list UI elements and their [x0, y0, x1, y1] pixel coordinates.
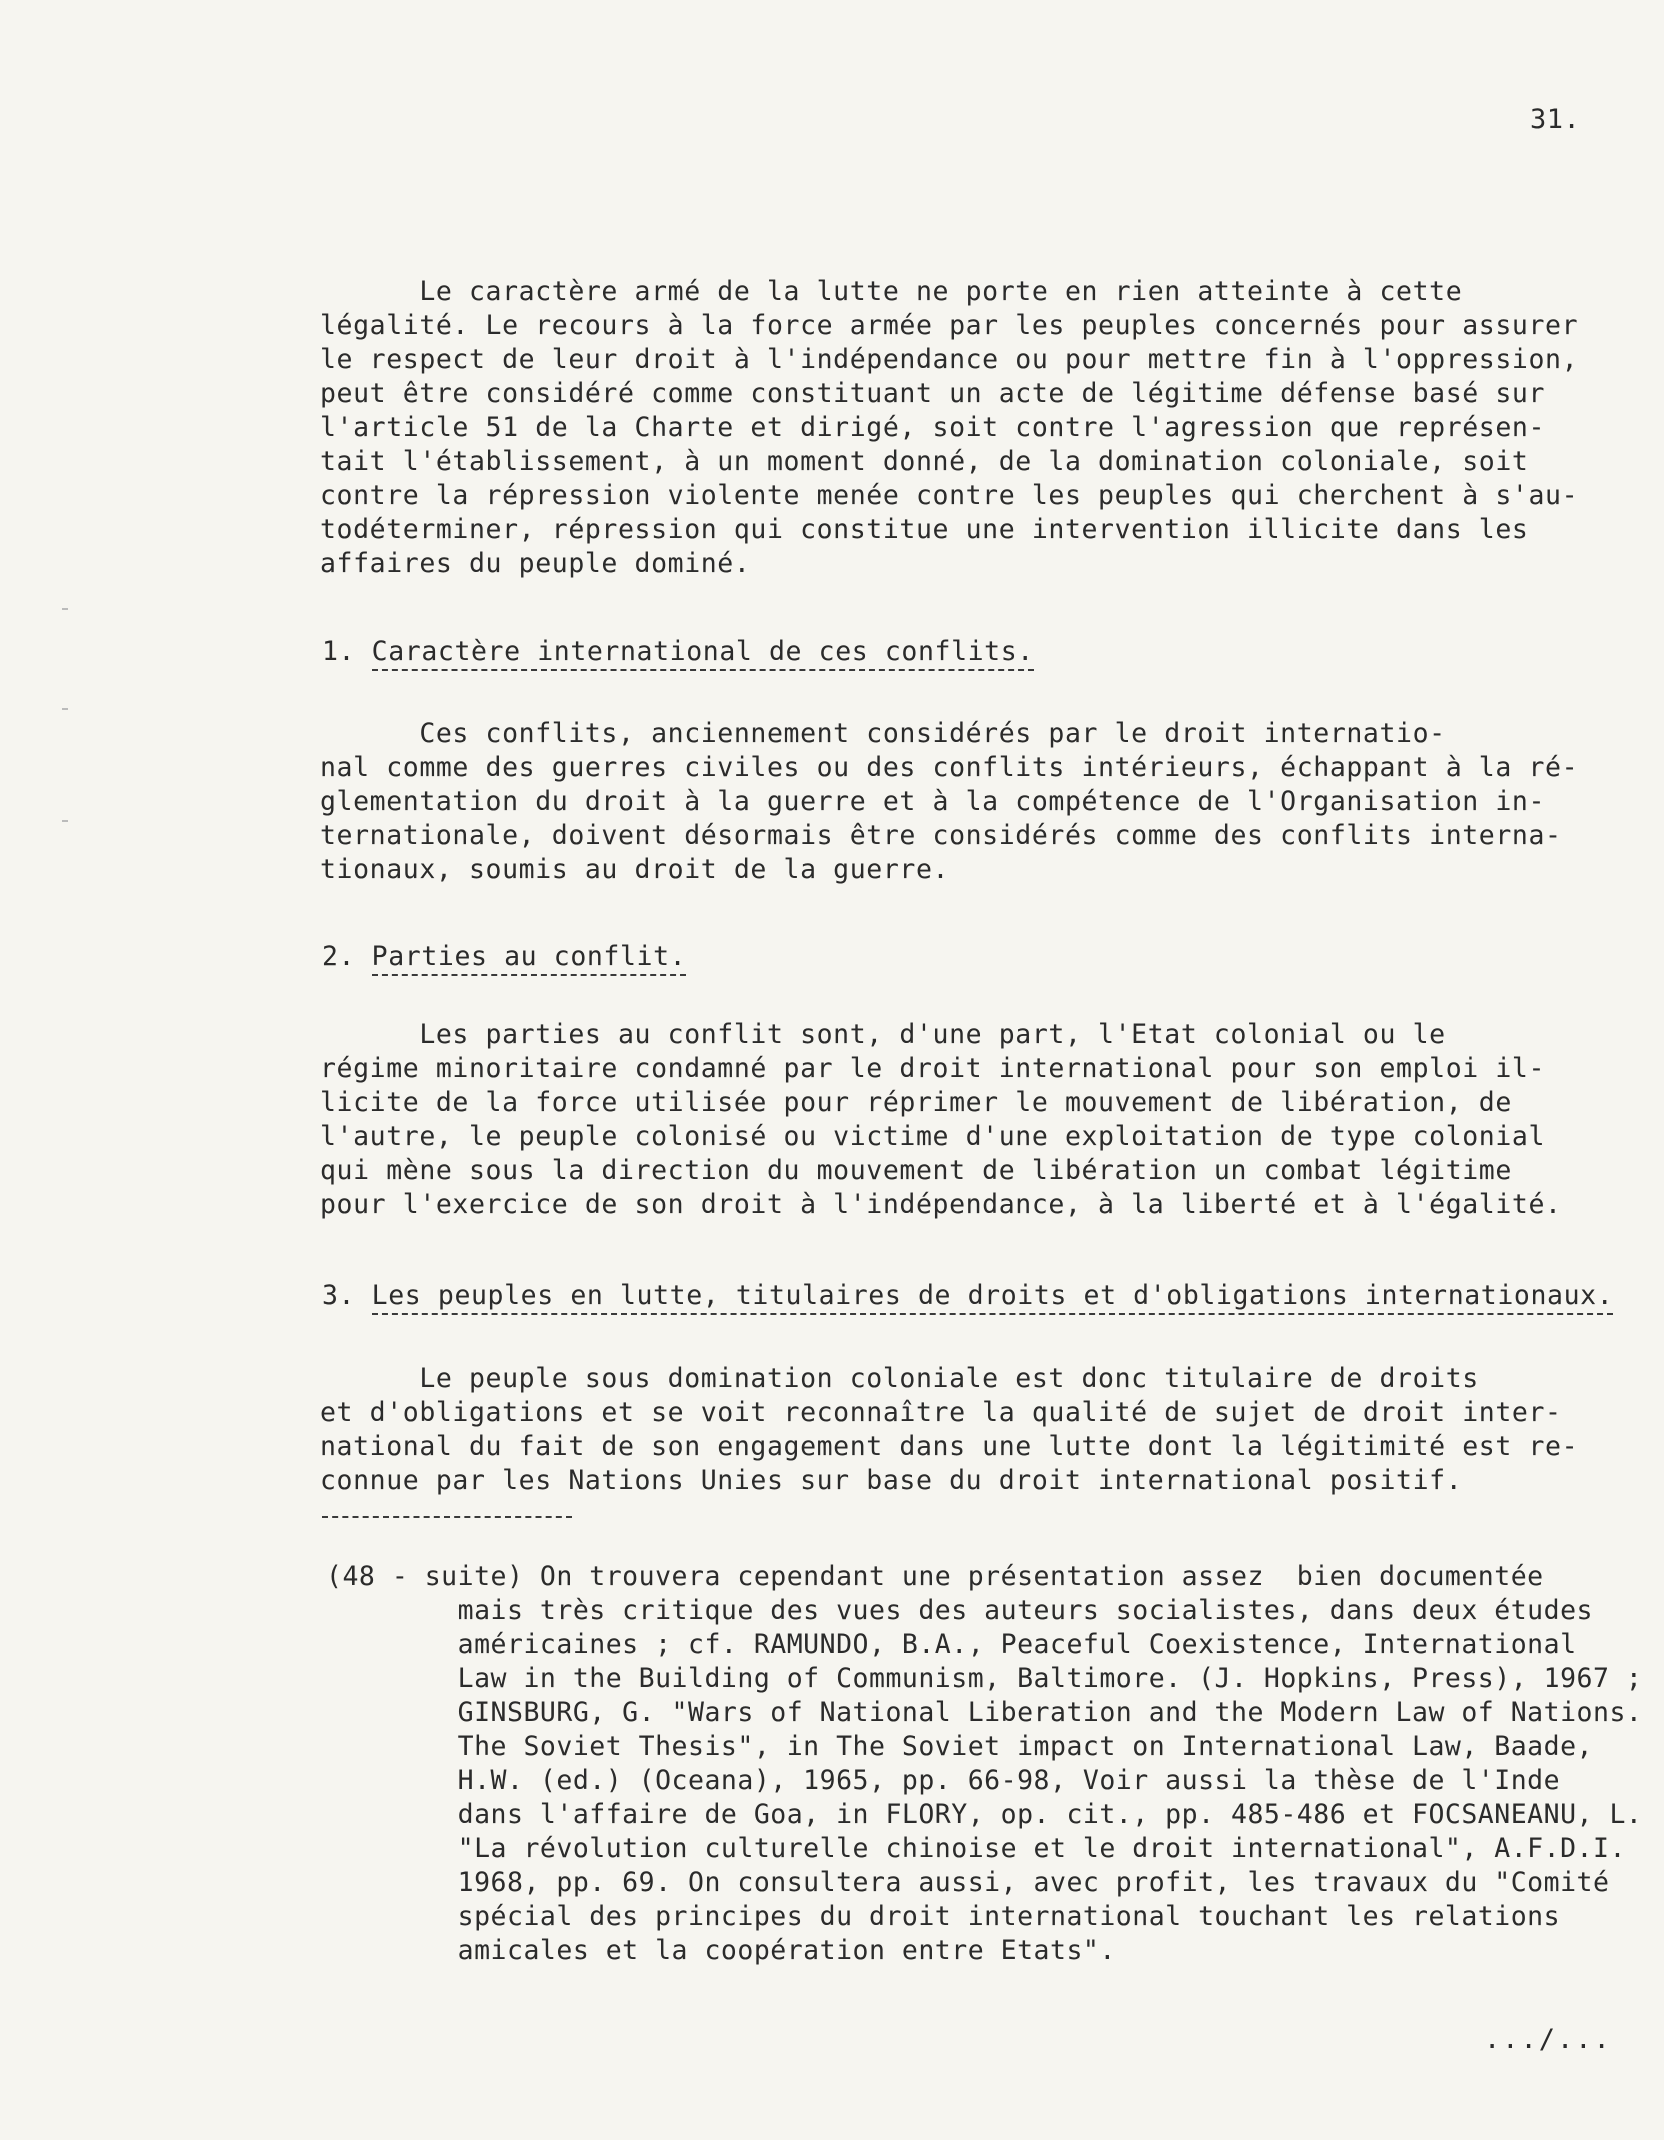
section-1-paragraph: [320, 717, 1620, 887]
section-number: 1.: [322, 636, 372, 667]
intro-paragraph: [320, 275, 1620, 581]
footnote-line: mais très critique des vues des auteurs socialistes, dans deux études: [326, 1595, 1593, 1626]
text-line: contre la répression violente menée contre les peuples qui cherchent à s'au-: [320, 480, 1579, 511]
footnote-line: dans l'affaire de Goa, in FLORY, op. cit., pp. 485-486 et FOCSANEANU, L.: [326, 1799, 1643, 1830]
section-2-heading: [322, 941, 686, 972]
footnote-line: The Soviet Thesis", in The Soviet impact on International Law, Baade,: [326, 1731, 1593, 1762]
section-number: 2.: [322, 941, 372, 972]
section-title: Caractère international de ces conflits.: [372, 636, 1034, 671]
margin-mark: [62, 608, 68, 610]
text-line: tionaux, soumis au droit de la guerre.: [320, 854, 950, 885]
section-title: Les peuples en lutte, titulaires de droits et d'obligations internationaux.: [372, 1280, 1614, 1315]
text-line: todéterminer, répression qui constitue une intervention illicite dans les: [320, 514, 1529, 545]
text-line: légalité. Le recours à la force armée par les peuples concernés pour assurer: [320, 310, 1579, 341]
text-line: peut être considéré comme constituant un acte de légitime défense basé sur: [320, 378, 1546, 409]
margin-mark: [62, 708, 68, 710]
footnote-line: GINSBURG, G. "Wars of National Liberation and the Modern Law of Nations.: [326, 1697, 1643, 1728]
section-3-heading: [322, 1280, 1613, 1311]
text-line: ternationale, doivent désormais être considérés comme des conflits interna-: [320, 820, 1562, 851]
text-line: Les parties au conflit sont, d'une part, l'Etat colonial ou le: [320, 1019, 1446, 1050]
section-3-paragraph: [320, 1362, 1620, 1498]
text-line: Le peuple sous domination coloniale est donc titulaire de droits: [320, 1363, 1479, 1394]
footnote-line: Law in the Building of Communism, Baltimore. (J. Hopkins, Press), 1967 ;: [326, 1663, 1643, 1694]
section-1-heading: [322, 636, 1034, 667]
footnote-line: spécial des principes du droit international touchant les relations: [326, 1901, 1561, 1932]
text-line: le respect de leur droit à l'indépendance ou pour mettre fin à l'oppression,: [320, 344, 1579, 375]
text-line: affaires du peuple dominé.: [320, 548, 751, 579]
text-line: Ces conflits, anciennement considérés par le droit internatio-: [320, 718, 1446, 749]
text-line: nal comme des guerres civiles ou des conflits intérieurs, échappant à la ré-: [320, 752, 1579, 783]
continuation-mark: .../...: [1484, 2024, 1612, 2055]
text-line: et d'obligations et se voit reconnaître la qualité de sujet de droit inter-: [320, 1397, 1562, 1428]
text-line: licite de la force utilisée pour réprimer le mouvement de libération, de: [320, 1087, 1512, 1118]
section-2-paragraph: [320, 1018, 1620, 1222]
text-line: glementation du droit à la guerre et à la compétence de l'Organisation in-: [320, 786, 1546, 817]
footnote-line: américaines ; cf. RAMUNDO, B.A., Peaceful Coexistence, International: [326, 1629, 1577, 1660]
section-number: 3.: [322, 1280, 372, 1311]
section-title: Parties au conflit.: [372, 941, 687, 976]
text-line: régime minoritaire condamné par le droit international pour son emploi il-: [320, 1053, 1546, 1084]
footnote-line: (48 - suite) On trouvera cependant une présentation assez bien documentée: [326, 1561, 1544, 1592]
text-line: qui mène sous la direction du mouvement de libération un combat légitime: [320, 1155, 1512, 1186]
footnote-line: amicales et la coopération entre Etats".: [326, 1935, 1116, 1966]
text-line: l'article 51 de la Charte et dirigé, soit contre l'agression que représen-: [320, 412, 1546, 443]
text-line: l'autre, le peuple colonisé ou victime d'une exploitation de type colonial: [320, 1121, 1546, 1152]
margin-mark: [62, 820, 68, 822]
page-number: 31.: [1530, 104, 1581, 135]
text-line: national du fait de son engagement dans une lutte dont la légitimité est re-: [320, 1431, 1579, 1462]
footnote-line: H.W. (ed.) (Oceana), 1965, pp. 66-98, Voir aussi la thèse de l'Inde: [326, 1765, 1561, 1796]
footnote-line: "La révolution culturelle chinoise et le droit international", A.F.D.I.: [326, 1833, 1626, 1864]
footnote-separator: [322, 1516, 572, 1518]
footnote-line: 1968, pp. 69. On consultera aussi, avec profit, les travaux du "Comité: [326, 1867, 1610, 1898]
text-line: pour l'exercice de son droit à l'indépendance, à la liberté et à l'égalité.: [320, 1189, 1562, 1220]
text-line: Le caractère armé de la lutte ne porte en rien atteinte à cette: [320, 276, 1463, 307]
footnote: [326, 1560, 1643, 1968]
text-line: tait l'établissement, à un moment donné, de la domination coloniale, soit: [320, 446, 1529, 477]
text-line: connue par les Nations Unies sur base du droit international positif.: [320, 1465, 1463, 1496]
